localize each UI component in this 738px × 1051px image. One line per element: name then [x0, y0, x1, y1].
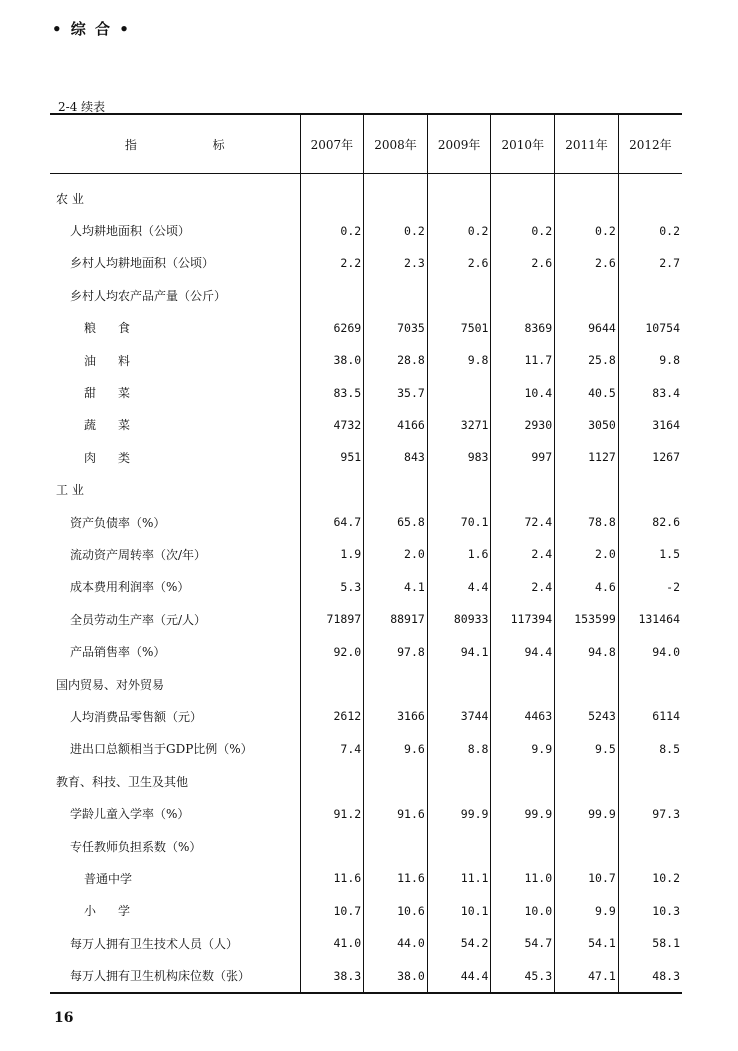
value-cell: 70.1 — [427, 506, 491, 538]
value-cell: 3050 — [555, 409, 619, 441]
value-cell: 11.0 — [491, 862, 555, 894]
value-cell: 45.3 — [491, 959, 555, 992]
value-cell: 92.0 — [300, 635, 364, 667]
value-cell — [491, 668, 555, 700]
value-cell: 951 — [300, 441, 364, 473]
value-cell: 997 — [491, 441, 555, 473]
value-cell: -2 — [618, 571, 682, 603]
value-cell — [364, 668, 428, 700]
value-cell: 7.4 — [300, 733, 364, 765]
category-row — [50, 765, 682, 797]
row-label: 资产负债率（%） — [70, 515, 166, 530]
value-cell: 2.3 — [364, 247, 428, 279]
row-label: 工 业 — [56, 483, 84, 498]
value-cell: 1127 — [555, 441, 619, 473]
value-cell: 99.9 — [427, 797, 491, 829]
value-cell: 5.3 — [300, 571, 364, 603]
value-cell: 10754 — [618, 312, 682, 344]
value-cell: 6269 — [300, 312, 364, 344]
value-cell: 54.1 — [555, 927, 619, 959]
value-cell: 65.8 — [364, 506, 428, 538]
value-cell: 131464 — [618, 603, 682, 635]
statistics-table-container — [50, 113, 682, 994]
row-label: 农 业 — [56, 191, 84, 206]
year-column-header: 2008年 — [364, 114, 428, 174]
value-cell: 2.0 — [555, 538, 619, 570]
value-cell: 97.3 — [618, 797, 682, 829]
value-cell — [555, 182, 619, 214]
value-cell: 2.6 — [427, 247, 491, 279]
value-cell — [427, 376, 491, 408]
value-cell: 94.4 — [491, 635, 555, 667]
value-cell — [491, 765, 555, 797]
table-row — [50, 441, 682, 473]
value-cell: 9644 — [555, 312, 619, 344]
table-row — [50, 409, 682, 441]
value-cell: 38.0 — [364, 959, 428, 992]
value-cell — [427, 279, 491, 311]
table-row — [50, 506, 682, 538]
value-cell: 117394 — [491, 603, 555, 635]
table-row — [50, 247, 682, 279]
value-cell: 7501 — [427, 312, 491, 344]
row-label: 肉类 — [84, 450, 153, 465]
value-cell: 99.9 — [555, 797, 619, 829]
value-cell: 0.2 — [491, 214, 555, 246]
spacer-cell — [364, 174, 428, 183]
row-label: 人均耕地面积（公顷） — [70, 224, 191, 239]
value-cell — [300, 830, 364, 862]
value-cell: 3164 — [618, 409, 682, 441]
value-cell: 3744 — [427, 700, 491, 732]
value-cell — [491, 830, 555, 862]
row-label: 进出口总额相当于GDP比例（%） — [70, 742, 253, 757]
table-row — [50, 862, 682, 894]
row-label: 教育、科技、卫生及其他 — [56, 774, 189, 789]
value-cell: 9.8 — [618, 344, 682, 376]
spacer-cell — [427, 174, 491, 183]
table-row — [50, 797, 682, 829]
value-cell: 97.8 — [364, 635, 428, 667]
value-cell: 2.2 — [300, 247, 364, 279]
value-cell: 0.2 — [364, 214, 428, 246]
value-cell — [555, 474, 619, 506]
value-cell: 0.2 — [555, 214, 619, 246]
table-row — [50, 733, 682, 765]
value-cell — [555, 668, 619, 700]
value-cell: 983 — [427, 441, 491, 473]
row-label: 乡村人均农产品产量（公斤） — [70, 288, 227, 303]
value-cell: 4463 — [491, 700, 555, 732]
value-cell: 54.7 — [491, 927, 555, 959]
value-cell: 2.7 — [618, 247, 682, 279]
row-label: 人均消费品零售额（元） — [70, 709, 203, 724]
value-cell — [427, 474, 491, 506]
value-cell: 94.8 — [555, 635, 619, 667]
value-cell: 88917 — [364, 603, 428, 635]
table-row — [50, 700, 682, 732]
value-cell: 4166 — [364, 409, 428, 441]
spacer-cell — [618, 174, 682, 183]
value-cell: 1.5 — [618, 538, 682, 570]
value-cell: 10.7 — [300, 895, 364, 927]
value-cell — [427, 668, 491, 700]
value-cell: 9.5 — [555, 733, 619, 765]
value-cell: 83.4 — [618, 376, 682, 408]
value-cell: 35.7 — [364, 376, 428, 408]
value-cell: 2.4 — [491, 538, 555, 570]
value-cell: 4.4 — [427, 571, 491, 603]
value-cell — [364, 765, 428, 797]
category-row — [50, 182, 682, 214]
spacer-row — [50, 174, 682, 183]
table-row — [50, 312, 682, 344]
value-cell: 91.2 — [300, 797, 364, 829]
spacer-cell — [555, 174, 619, 183]
page-number: 16 — [54, 1010, 74, 1026]
row-label: 甜菜 — [84, 386, 153, 401]
category-row — [50, 474, 682, 506]
value-cell: 91.6 — [364, 797, 428, 829]
value-cell: 44.0 — [364, 927, 428, 959]
row-label: 专任教师负担系数（%） — [70, 839, 202, 854]
value-cell — [427, 765, 491, 797]
year-column-header: 2011年 — [555, 114, 619, 174]
table-row — [50, 571, 682, 603]
value-cell — [300, 474, 364, 506]
value-cell — [618, 668, 682, 700]
value-cell — [300, 765, 364, 797]
value-cell: 10.0 — [491, 895, 555, 927]
value-cell: 2612 — [300, 700, 364, 732]
value-cell: 64.7 — [300, 506, 364, 538]
value-cell: 80933 — [427, 603, 491, 635]
table-header-row — [50, 114, 682, 174]
value-cell: 9.8 — [427, 344, 491, 376]
value-cell: 4732 — [300, 409, 364, 441]
value-cell — [364, 279, 428, 311]
value-cell: 11.7 — [491, 344, 555, 376]
value-cell: 3271 — [427, 409, 491, 441]
value-cell — [555, 830, 619, 862]
value-cell: 10.4 — [491, 376, 555, 408]
value-cell: 38.0 — [300, 344, 364, 376]
statistics-table — [50, 113, 682, 994]
value-cell: 9.9 — [491, 733, 555, 765]
value-cell: 78.8 — [555, 506, 619, 538]
year-column-header: 2012年 — [618, 114, 682, 174]
row-label: 普通中学 — [84, 871, 133, 886]
value-cell: 4.6 — [555, 571, 619, 603]
value-cell: 48.3 — [618, 959, 682, 992]
value-cell: 2.0 — [364, 538, 428, 570]
value-cell — [364, 830, 428, 862]
row-label: 每万人拥有卫生技术人员（人） — [70, 936, 239, 951]
value-cell: 83.5 — [300, 376, 364, 408]
value-cell — [618, 182, 682, 214]
value-cell: 99.9 — [491, 797, 555, 829]
value-cell: 40.5 — [555, 376, 619, 408]
value-cell: 3166 — [364, 700, 428, 732]
value-cell: 2.6 — [555, 247, 619, 279]
value-cell: 6114 — [618, 700, 682, 732]
value-cell: 2.6 — [491, 247, 555, 279]
indicator-column-header: 指 标 — [50, 114, 300, 174]
spacer-cell — [50, 174, 300, 183]
row-label: 流动资产周转率（次/年） — [70, 547, 207, 562]
value-cell: 54.2 — [427, 927, 491, 959]
value-cell: 1267 — [618, 441, 682, 473]
table-row — [50, 344, 682, 376]
value-cell — [300, 279, 364, 311]
value-cell — [618, 474, 682, 506]
row-label: 国内贸易、对外贸易 — [56, 677, 165, 692]
value-cell: 10.1 — [427, 895, 491, 927]
row-label: 蔬菜 — [84, 418, 153, 433]
row-label: 油料 — [84, 353, 153, 368]
table-row — [50, 635, 682, 667]
value-cell: 11.1 — [427, 862, 491, 894]
value-cell — [364, 474, 428, 506]
value-cell: 7035 — [364, 312, 428, 344]
value-cell: 1.6 — [427, 538, 491, 570]
value-cell: 10.6 — [364, 895, 428, 927]
table-body — [50, 174, 682, 993]
value-cell: 8.8 — [427, 733, 491, 765]
value-cell: 94.0 — [618, 635, 682, 667]
value-cell: 0.2 — [618, 214, 682, 246]
value-cell: 4.1 — [364, 571, 428, 603]
section-header: • 综 合 • — [52, 20, 131, 38]
value-cell: 38.3 — [300, 959, 364, 992]
row-label: 成本费用利润率（%） — [70, 580, 190, 595]
value-cell: 10.7 — [555, 862, 619, 894]
value-cell: 153599 — [555, 603, 619, 635]
value-cell: 2.4 — [491, 571, 555, 603]
value-cell: 10.2 — [618, 862, 682, 894]
value-cell — [491, 182, 555, 214]
table-row — [50, 279, 682, 311]
table-row — [50, 603, 682, 635]
value-cell: 5243 — [555, 700, 619, 732]
table-caption: 2-4 续表 — [58, 100, 106, 114]
value-cell: 71897 — [300, 603, 364, 635]
value-cell: 8369 — [491, 312, 555, 344]
value-cell: 11.6 — [300, 862, 364, 894]
value-cell — [427, 182, 491, 214]
table-row — [50, 927, 682, 959]
value-cell: 843 — [364, 441, 428, 473]
year-column-header: 2009年 — [427, 114, 491, 174]
value-cell — [491, 279, 555, 311]
value-cell: 47.1 — [555, 959, 619, 992]
value-cell: 82.6 — [618, 506, 682, 538]
value-cell — [555, 765, 619, 797]
value-cell: 1.9 — [300, 538, 364, 570]
spacer-cell — [491, 174, 555, 183]
value-cell — [300, 182, 364, 214]
row-label: 产品销售率（%） — [70, 645, 166, 660]
table-row — [50, 830, 682, 862]
table-row — [50, 895, 682, 927]
value-cell: 58.1 — [618, 927, 682, 959]
table-row — [50, 214, 682, 246]
table-row — [50, 959, 682, 992]
row-label: 乡村人均耕地面积（公顷） — [70, 256, 215, 271]
value-cell: 10.3 — [618, 895, 682, 927]
value-cell — [555, 279, 619, 311]
value-cell — [618, 279, 682, 311]
value-cell: 41.0 — [300, 927, 364, 959]
value-cell: 25.8 — [555, 344, 619, 376]
row-label: 粮食 — [84, 321, 153, 336]
value-cell: 28.8 — [364, 344, 428, 376]
value-cell — [364, 182, 428, 214]
value-cell — [491, 474, 555, 506]
value-cell: 44.4 — [427, 959, 491, 992]
value-cell: 11.6 — [364, 862, 428, 894]
value-cell: 72.4 — [491, 506, 555, 538]
value-cell: 0.2 — [427, 214, 491, 246]
table-row — [50, 376, 682, 408]
spacer-cell — [300, 174, 364, 183]
year-column-header: 2010年 — [491, 114, 555, 174]
value-cell: 9.9 — [555, 895, 619, 927]
value-cell: 0.2 — [300, 214, 364, 246]
value-cell: 9.6 — [364, 733, 428, 765]
value-cell — [618, 765, 682, 797]
year-column-header: 2007年 — [300, 114, 364, 174]
row-label: 学龄儿童入学率（%） — [70, 807, 190, 822]
row-label: 小学 — [84, 904, 153, 919]
value-cell — [300, 668, 364, 700]
table-row — [50, 538, 682, 570]
value-cell — [618, 830, 682, 862]
value-cell: 2930 — [491, 409, 555, 441]
row-label: 每万人拥有卫生机构床位数（张） — [50, 959, 300, 992]
category-row — [50, 668, 682, 700]
value-cell: 8.5 — [618, 733, 682, 765]
row-label: 全员劳动生产率（元/人） — [70, 612, 207, 627]
value-cell — [427, 830, 491, 862]
value-cell: 94.1 — [427, 635, 491, 667]
